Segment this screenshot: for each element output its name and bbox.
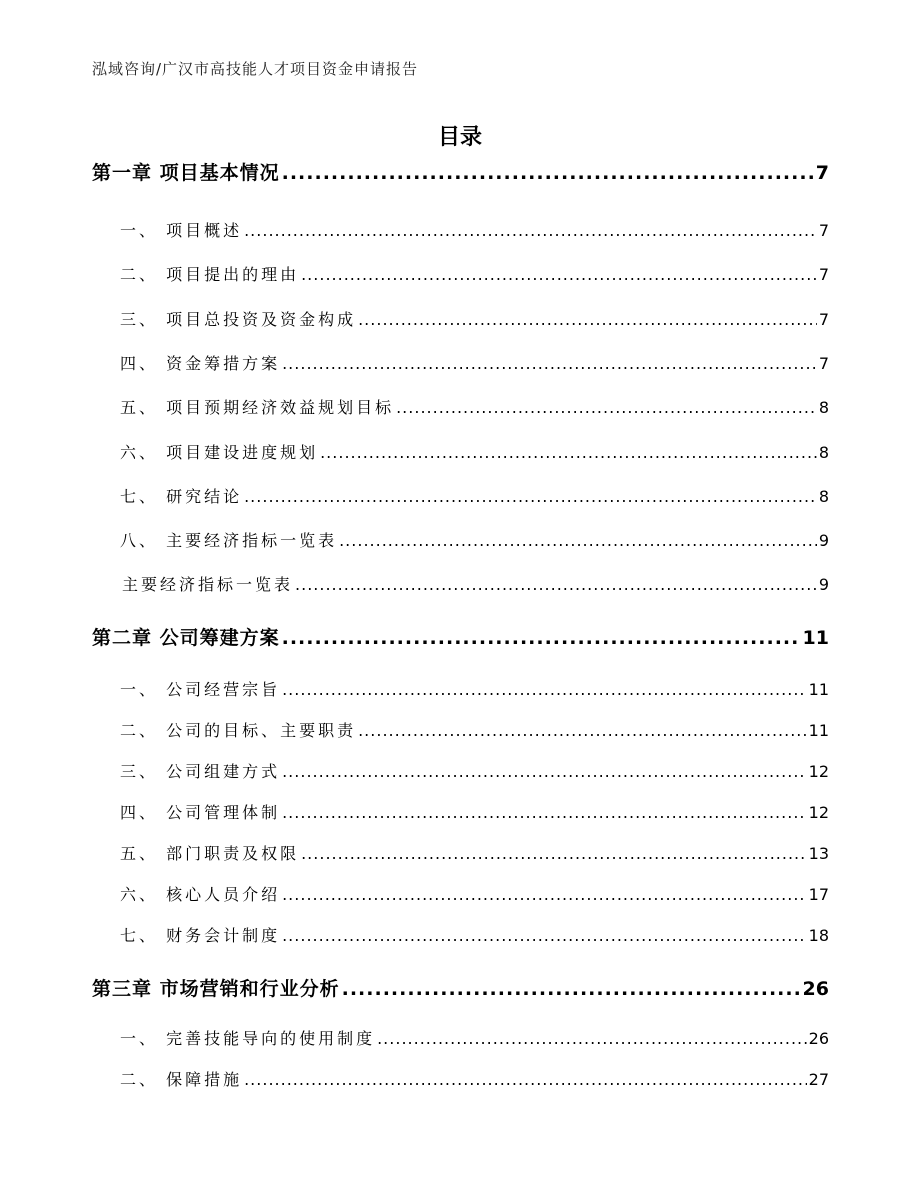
toc-entry-label: 三、 公司组建方式 bbox=[120, 762, 281, 781]
toc-page-number: 11 bbox=[808, 721, 829, 740]
toc-entry[interactable] bbox=[92, 882, 829, 905]
dot-leader bbox=[244, 1070, 807, 1089]
toc-entry[interactable] bbox=[92, 677, 829, 700]
dot-leader bbox=[282, 926, 807, 945]
dot-leader bbox=[282, 885, 807, 904]
toc-entry-label: 五、 部门职责及权限 bbox=[120, 844, 300, 863]
toc-entry[interactable] bbox=[92, 1026, 829, 1049]
toc-entry-label: 六、 核心人员介绍 bbox=[120, 885, 281, 904]
dot-leader bbox=[342, 978, 801, 1000]
toc-entry[interactable] bbox=[92, 572, 829, 595]
dot-leader bbox=[244, 221, 817, 240]
toc-chapter-label: 第一章 项目基本情况 bbox=[92, 162, 280, 184]
toc-entry-label: 二、 项目提出的理由 bbox=[120, 265, 300, 285]
toc-page-number: 12 bbox=[808, 803, 829, 822]
toc-entry-label: 六、 项目建设进度规划 bbox=[120, 442, 319, 462]
toc-entry[interactable] bbox=[92, 923, 829, 946]
toc-page-number: 13 bbox=[808, 844, 829, 863]
toc-entry[interactable] bbox=[92, 484, 829, 507]
dot-leader bbox=[282, 354, 817, 373]
toc-entry-label: 一、 完善技能导向的使用制度 bbox=[120, 1029, 376, 1048]
toc-chapter-label: 第二章 公司筹建方案 bbox=[92, 627, 280, 649]
dot-leader bbox=[358, 721, 807, 740]
dot-leader bbox=[301, 844, 807, 863]
toc-page-number: 26 bbox=[808, 1029, 829, 1048]
dot-leader bbox=[339, 531, 817, 550]
toc-entry[interactable] bbox=[92, 1067, 829, 1090]
toc-entry-label: 一、 公司经营宗旨 bbox=[120, 680, 281, 699]
toc-entry[interactable] bbox=[92, 440, 829, 463]
toc-entry-label: 四、 公司管理体制 bbox=[120, 803, 281, 822]
toc-page-number: 18 bbox=[808, 926, 829, 945]
dot-leader bbox=[320, 443, 817, 462]
toc-chapter[interactable] bbox=[92, 974, 829, 1001]
dot-leader bbox=[282, 162, 814, 184]
toc-page-number: 12 bbox=[808, 762, 829, 781]
toc-entry-label: 二、 公司的目标、主要职责 bbox=[120, 721, 357, 740]
toc-entry-label: 五、 项目预期经济效益规划目标 bbox=[120, 398, 395, 418]
toc-entry-label: 七、 研究结论 bbox=[120, 486, 243, 506]
toc-entry[interactable] bbox=[92, 759, 829, 782]
toc-page-number: 26 bbox=[802, 978, 829, 1000]
toc-entry[interactable] bbox=[92, 218, 829, 241]
toc-entry[interactable] bbox=[92, 395, 829, 418]
toc-entry-label: 四、 资金筹措方案 bbox=[120, 353, 281, 373]
toc-entry[interactable] bbox=[92, 718, 829, 741]
dot-leader bbox=[282, 762, 807, 781]
toc-entry[interactable] bbox=[92, 800, 829, 823]
dot-leader bbox=[244, 487, 817, 506]
toc-chapter-label: 第三章 市场营销和行业分析 bbox=[92, 978, 340, 1000]
toc-chapter[interactable] bbox=[92, 623, 829, 650]
toc-page-number: 9 bbox=[818, 575, 829, 595]
dot-leader bbox=[358, 310, 817, 329]
toc-entry[interactable] bbox=[92, 262, 829, 285]
toc-entry-label: 二、 保障措施 bbox=[120, 1070, 243, 1089]
toc-chapter[interactable] bbox=[92, 158, 829, 185]
toc-page-number: 17 bbox=[808, 885, 829, 904]
dot-leader bbox=[282, 803, 807, 822]
toc-page-number: 8 bbox=[818, 486, 829, 506]
page-title: 目录 bbox=[437, 125, 482, 150]
toc-entry-label: 一、 项目概述 bbox=[120, 221, 243, 240]
dot-leader bbox=[396, 398, 817, 417]
toc-entry-label: 八、 主要经济指标一览表 bbox=[120, 531, 338, 551]
dot-leader bbox=[377, 1029, 807, 1048]
toc-entry[interactable] bbox=[92, 351, 829, 374]
toc-page-number: 7 bbox=[818, 309, 829, 329]
toc-page-number: 27 bbox=[808, 1070, 829, 1089]
toc-page-number: 7 bbox=[818, 265, 829, 285]
dot-leader bbox=[295, 575, 817, 594]
toc-page-number: 7 bbox=[818, 221, 829, 240]
dot-leader bbox=[282, 627, 801, 649]
toc-entry-label: 七、 财务会计制度 bbox=[120, 926, 281, 945]
toc-page-number: 8 bbox=[818, 442, 829, 462]
dot-leader bbox=[282, 680, 807, 699]
running-header: 泓域咨询/广汉市高技能人才项目资金申请报告 bbox=[92, 60, 419, 78]
toc-page-number: 8 bbox=[818, 398, 829, 418]
toc-entry[interactable] bbox=[92, 841, 829, 864]
toc-entry[interactable] bbox=[92, 307, 829, 330]
toc-page-number: 7 bbox=[815, 162, 829, 184]
toc-entry-label: 主要经济指标一览表 bbox=[122, 575, 294, 595]
dot-leader bbox=[301, 265, 817, 284]
toc-entry-label: 三、 项目总投资及资金构成 bbox=[120, 309, 357, 329]
toc-entry[interactable] bbox=[92, 528, 829, 551]
toc-page-number: 11 bbox=[808, 680, 829, 699]
toc-page-number: 11 bbox=[802, 627, 829, 649]
toc-page-number: 9 bbox=[818, 531, 829, 551]
toc-page-number: 7 bbox=[818, 353, 829, 373]
